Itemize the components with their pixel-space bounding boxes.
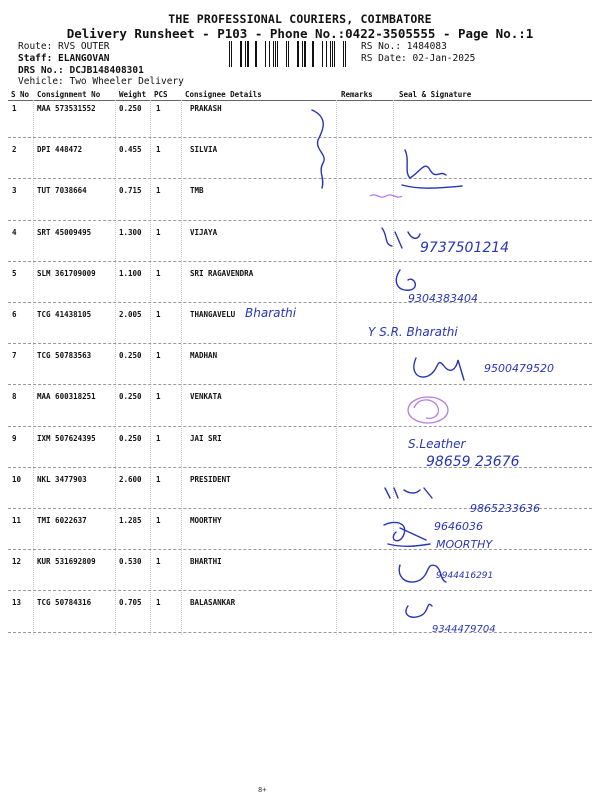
handwritten-note: MOORTHY <box>436 538 493 551</box>
cell-sno: 8 <box>12 392 17 402</box>
handwritten-note: S.Leather <box>408 437 466 451</box>
cell-sno: 13 <box>12 598 22 608</box>
handwritten-note: 9737501214 <box>420 240 510 256</box>
signature-stroke <box>399 565 446 582</box>
cell-consignee: SILVIA <box>190 145 218 155</box>
cell-sno: 11 <box>12 516 22 525</box>
cell-weight: 0.250 <box>119 104 142 113</box>
cell-weight: 2.005 <box>119 310 142 319</box>
cell-consignment: SLM 361709009 <box>37 268 96 278</box>
cell-consignee: JAI SRI <box>190 433 222 443</box>
col-remarks: Remarks <box>341 90 373 99</box>
cell-consignee: MADHAN <box>190 351 218 361</box>
barcode-icon <box>229 41 353 67</box>
handwritten-note: Bharathi <box>245 306 297 320</box>
col-pcs: PCS <box>154 90 168 99</box>
cell-sno: 1 <box>12 104 17 113</box>
cell-weight: 0.250 <box>119 392 142 402</box>
row-divider <box>8 220 592 221</box>
handwritten-note: Y S.R. Bharathi <box>368 325 458 339</box>
cell-pcs: 1 <box>156 598 161 608</box>
cell-sno: 6 <box>12 310 17 319</box>
signature-stroke <box>396 270 415 290</box>
signature-stroke <box>382 228 420 248</box>
row-divider <box>8 384 592 385</box>
handwritten-note: 98659 23676 <box>426 454 520 470</box>
cell-weight: 1.285 <box>119 516 142 525</box>
signature-stroke <box>312 110 324 188</box>
signature-stroke <box>402 150 462 188</box>
row-divider <box>8 508 592 509</box>
cell-sno: 9 <box>12 433 17 443</box>
column-divider <box>33 100 34 635</box>
handwritten-note: 9944416291 <box>436 571 494 581</box>
cell-sno: 7 <box>12 351 17 361</box>
cell-weight: 0.530 <box>119 557 142 567</box>
cell-pcs: 1 <box>156 433 161 443</box>
cell-consignee: VENKATA <box>190 392 222 402</box>
col-seal-signature: Seal & Signature <box>399 90 472 99</box>
cell-consignment: SRT 45009495 <box>37 227 92 237</box>
cell-sno: 10 <box>12 474 22 484</box>
signature-stroke <box>414 358 464 380</box>
col-consignment: Consignment No <box>37 90 101 99</box>
cell-consignee: MOORTHY <box>190 516 222 525</box>
cell-pcs: 1 <box>156 392 161 402</box>
col-sno: S No <box>11 90 30 99</box>
row-divider <box>8 137 592 138</box>
cell-pcs: 1 <box>156 104 161 113</box>
header-divider <box>8 100 592 101</box>
cell-weight: 1.100 <box>119 268 142 278</box>
row-divider <box>8 426 592 427</box>
handwritten-note: 9344479704 <box>432 624 496 635</box>
cell-consignee: PRESIDENT <box>190 474 231 484</box>
cell-sno: 12 <box>12 557 22 567</box>
column-divider <box>393 100 394 635</box>
cell-sno: 5 <box>12 268 17 278</box>
cell-pcs: 1 <box>156 351 161 361</box>
cell-sno: 3 <box>12 186 17 196</box>
route-label: Route: RVS OUTER <box>18 41 110 52</box>
cell-pcs: 1 <box>156 227 161 237</box>
cell-sno: 4 <box>12 227 17 237</box>
column-divider <box>115 100 116 635</box>
cell-consignee: SRI RAGAVENDRA <box>190 268 254 278</box>
cell-pcs: 1 <box>156 474 161 484</box>
handwritten-note: 9304383404 <box>408 292 478 305</box>
cell-weight: 2.600 <box>119 474 142 484</box>
cell-weight: 0.455 <box>119 145 142 155</box>
cell-consignee: BHARTHI <box>190 557 222 567</box>
cell-weight: 1.300 <box>119 227 142 237</box>
cell-consignee: THANGAVELU <box>190 310 236 319</box>
column-divider <box>336 100 337 635</box>
rs-number: RS No.: 1484083 <box>361 41 447 52</box>
staff-label: Staff: ELANGOVAN <box>18 53 110 64</box>
cell-consignment: TUT 7038664 <box>37 186 87 196</box>
runsheet-title: Delivery Runsheet - P103 - Phone No.:0422-3505555 - Page No.:1 <box>66 26 534 41</box>
cell-pcs: 1 <box>156 310 161 319</box>
cell-consignment: TCG 50784316 <box>37 598 92 608</box>
handwritten-note: 9865233636 <box>470 502 540 515</box>
row-divider <box>8 632 592 633</box>
cell-consignment: DPI 448472 <box>37 145 83 155</box>
cell-pcs: 1 <box>156 268 161 278</box>
cell-pcs: 1 <box>156 186 161 196</box>
cell-consignment: TCG 50783563 <box>37 351 92 361</box>
cell-consignment: NKL 3477903 <box>37 474 87 484</box>
stamp-icon <box>408 397 448 423</box>
cell-consignee: VIJAYA <box>190 227 218 237</box>
column-divider <box>150 100 151 635</box>
cell-consignee: PRAKASH <box>190 104 222 113</box>
stamp-icon <box>414 400 438 418</box>
cell-weight: 0.250 <box>119 351 142 361</box>
cell-weight: 0.715 <box>119 186 142 196</box>
handwritten-note: 9646036 <box>434 520 483 533</box>
row-divider <box>8 343 592 344</box>
cell-weight: 0.250 <box>119 433 142 443</box>
row-divider <box>8 549 592 550</box>
cell-sno: 2 <box>12 145 17 155</box>
row-divider <box>8 302 592 303</box>
signature-stroke <box>406 604 432 617</box>
cell-consignment: TMI 6022637 <box>37 516 87 525</box>
column-divider <box>181 100 182 635</box>
row-divider <box>8 467 592 468</box>
cell-consignment: KUR 531692809 <box>37 557 96 567</box>
cell-consignee: BALASANKAR <box>190 598 236 608</box>
drs-number: DRS No.: DCJB148408301 <box>18 65 144 76</box>
cell-consignment: TCG 41438105 <box>37 310 92 319</box>
cell-pcs: 1 <box>156 145 161 155</box>
row-divider <box>8 590 592 591</box>
cell-consignment: MAA 600318251 <box>37 392 96 402</box>
stamp-icon <box>370 195 402 197</box>
cell-pcs: 1 <box>156 557 161 567</box>
row-divider <box>8 178 592 179</box>
company-title: THE PROFESSIONAL COURIERS, COIMBATORE <box>168 12 432 26</box>
cell-weight: 0.705 <box>119 598 142 608</box>
vehicle-label: Vehicle: Two Wheeler Delivery <box>18 76 184 87</box>
handwritten-note: 9500479520 <box>484 362 554 375</box>
cell-consignment: MAA 573531552 <box>37 104 96 113</box>
col-consignee: Consignee Details <box>185 90 262 99</box>
col-weight: Weight <box>119 90 147 99</box>
signature-stroke <box>384 522 430 546</box>
cell-pcs: 1 <box>156 516 161 525</box>
cell-consignment: IXM 507624395 <box>37 433 96 443</box>
row-divider <box>8 261 592 262</box>
rs-date: RS Date: 02-Jan-2025 <box>361 53 476 64</box>
cell-consignee: TMB <box>190 186 204 196</box>
page-footer: 8+ <box>258 786 267 794</box>
